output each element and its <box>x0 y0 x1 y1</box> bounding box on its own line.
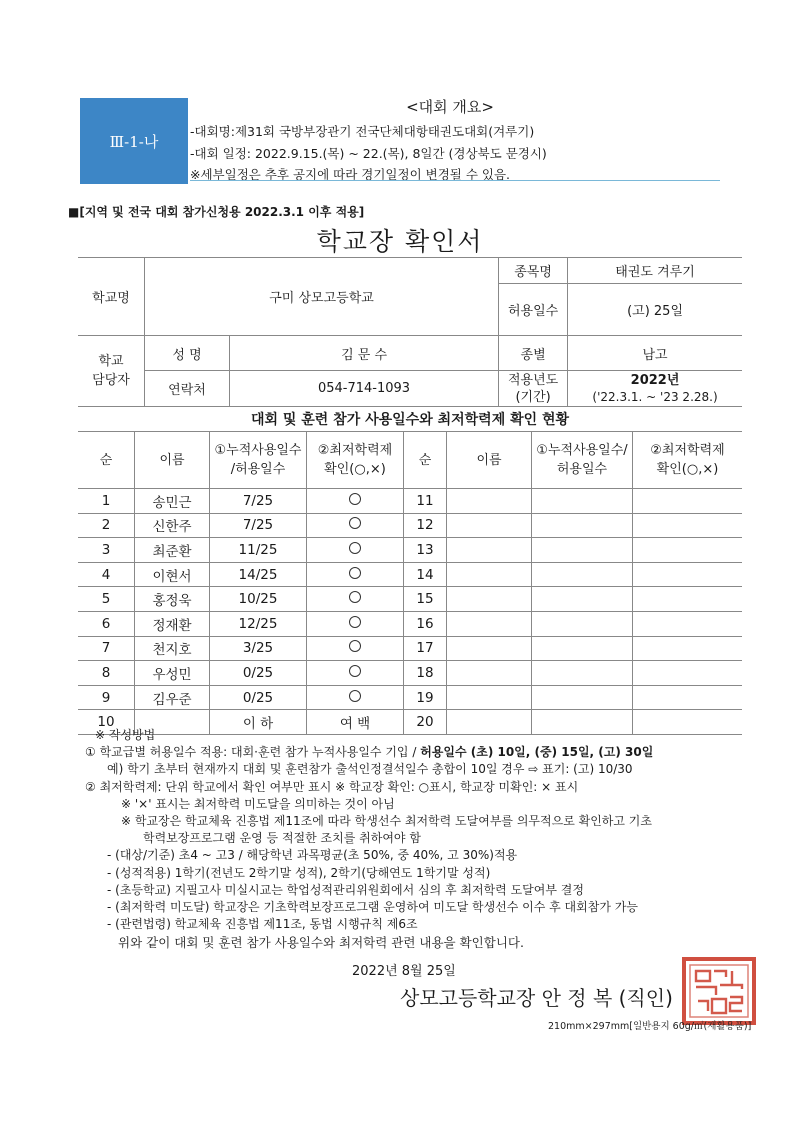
note-1-allowed-days: 허용일수 (초) 10일, (중) 15일, (고) 30일 <box>420 745 654 760</box>
row-no-cell: 4 <box>78 562 135 587</box>
school-info-table <box>78 257 742 407</box>
row-check-cell <box>307 489 404 514</box>
empty-cell <box>633 587 743 612</box>
row-name-cell: 송민근 <box>135 489 210 514</box>
empty-cell <box>532 562 633 587</box>
row-no-cell: 7 <box>78 636 135 661</box>
empty-cell <box>633 685 743 710</box>
row-name-cell: 신한주 <box>135 513 210 538</box>
empty-cell <box>447 513 532 538</box>
empty-cell <box>532 513 633 538</box>
year-label: 적용년도 (기간) <box>499 371 568 407</box>
name-value: 김 문 수 <box>230 336 499 371</box>
status-table <box>78 406 742 735</box>
header-check: ②최저학력제 확인(○,×) <box>307 432 404 489</box>
empty-cell <box>532 587 633 612</box>
empty-cell <box>633 538 743 563</box>
row-no-cell: 8 <box>78 661 135 686</box>
row-check-cell <box>307 538 404 563</box>
empty-cell <box>532 636 633 661</box>
circle-check-icon <box>349 665 361 677</box>
table-row <box>78 587 742 612</box>
year-value: 2022년 <box>630 372 680 388</box>
school-label: 학교명 <box>78 258 145 336</box>
table-row <box>78 562 742 587</box>
notes-section <box>85 727 654 933</box>
row-name-cell: 우성민 <box>135 661 210 686</box>
overview-divider <box>190 180 720 181</box>
row-no-2-cell: 13 <box>404 538 447 563</box>
note-6: - (성적적용) 1학기(전년도 2학기말 성적), 2학기(당해연도 1학기말 성적) <box>107 865 491 880</box>
row-name-cell: 최준환 <box>135 538 210 563</box>
circle-check-icon <box>349 616 361 628</box>
row-name-cell: 정재환 <box>135 611 210 636</box>
note-3: ※ '×' 표시는 최저학력 미도달을 의미하는 것이 아님 <box>121 796 395 811</box>
circle-check-icon <box>349 567 361 579</box>
row-check-cell <box>307 636 404 661</box>
empty-cell <box>633 489 743 514</box>
row-check-cell <box>307 562 404 587</box>
row-no-cell: 9 <box>78 685 135 710</box>
overview-title: <대회 개요> <box>406 98 494 116</box>
note-7: - (초등학교) 지필고사 미실시교는 학업성적관리위원회에서 심의 후 최저학력 도달여부 결정 <box>107 882 584 897</box>
contact-label: 연락처 <box>145 371 230 407</box>
header-name-2: 이름 <box>447 432 532 489</box>
empty-cell <box>447 636 532 661</box>
row-no-2-cell: 15 <box>404 587 447 612</box>
event-label: 종목명 <box>499 258 568 284</box>
section-badge: Ⅲ-1-나 <box>80 98 188 184</box>
row-name-cell: 천지호 <box>135 636 210 661</box>
circle-check-icon <box>349 640 361 652</box>
note-5: - (대상/기준) 초4 ~ 고3 / 해당학년 과목평균(초 50%, 중 40%, 고 30%)적용 <box>107 848 518 863</box>
row-name-cell: 김우준 <box>135 685 210 710</box>
empty-cell <box>633 562 743 587</box>
event-value: 태권도 겨루기 <box>568 258 742 284</box>
note-2: ② 최저학력제: 단위 학교에서 확인 여부만 표시 ※ 학교장 확인: ○표시, 학교장 미확인: × 표시 <box>85 779 579 794</box>
row-days-cell: 11/25 <box>210 538 307 563</box>
row-name-cell: 홍정욱 <box>135 587 210 612</box>
row-check-cell <box>307 513 404 538</box>
empty-cell <box>532 661 633 686</box>
empty-cell <box>633 661 743 686</box>
overview-line-3: ※세부일정은 추후 공지에 따라 경기일정이 변경될 수 있음. <box>190 167 510 182</box>
note-1-example: 예) 학기 초부터 현재까지 대회 및 훈련참가 출석인정결석일수 총합이 10일 경우 ⇨ 표기: (고) 10/30 <box>107 762 633 777</box>
header-no-2: 순 <box>404 432 447 489</box>
row-days-cell: 7/25 <box>210 513 307 538</box>
circle-check-icon <box>349 517 361 529</box>
official-seal-icon <box>680 955 758 1027</box>
document-title: 학교장 확인서 <box>316 227 484 256</box>
empty-cell <box>447 587 532 612</box>
type-label: 종별 <box>499 336 568 371</box>
confirm-date: 2022년 8월 25일 <box>352 964 456 979</box>
empty-cell <box>447 685 532 710</box>
note-9: - (관련법령) 학교체육 진흥법 제11조, 동법 시행규칙 제6조 <box>107 917 418 932</box>
school-name: 구미 상모고등학교 <box>145 258 499 336</box>
header-check-2: ②최저학력제 확인(○,×) <box>633 432 743 489</box>
contact-value: 054-714-1093 <box>230 371 499 407</box>
empty-cell <box>532 538 633 563</box>
row-days-cell: 0/25 <box>210 685 307 710</box>
empty-cell <box>447 489 532 514</box>
row-no-2-cell: 11 <box>404 489 447 514</box>
row-days-cell: 12/25 <box>210 611 307 636</box>
row-days-cell: 14/25 <box>210 562 307 587</box>
name-label: 성 명 <box>145 336 230 371</box>
row-no-2-cell: 12 <box>404 513 447 538</box>
row-no-2-cell: 17 <box>404 636 447 661</box>
table-row <box>78 513 742 538</box>
row-no-2-cell: 14 <box>404 562 447 587</box>
row-name-cell: 이현서 <box>135 562 210 587</box>
row-no-2-cell: 19 <box>404 685 447 710</box>
row-no-2-cell: 20 <box>404 710 447 735</box>
empty-cell <box>447 562 532 587</box>
empty-cell <box>532 489 633 514</box>
note-1-text: ① 학교급별 허용일수 적용: 대회·훈련 참가 누적사용일수 기입 / <box>85 745 421 760</box>
row-no-cell: 6 <box>78 611 135 636</box>
empty-cell <box>633 513 743 538</box>
header-days: ①누적사용일수 /허용일수 <box>210 432 307 489</box>
row-check-cell: 여 백 <box>307 710 404 735</box>
principal-signature: 상모고등학교장 안 정 복 (직인) <box>400 986 673 1010</box>
table-row <box>78 538 742 563</box>
row-no-cell: 5 <box>78 587 135 612</box>
header-name: 이름 <box>135 432 210 489</box>
row-no-cell: 2 <box>78 513 135 538</box>
manager-label: 학교 담당자 <box>78 336 145 407</box>
empty-cell <box>447 538 532 563</box>
table-row <box>78 489 742 514</box>
circle-check-icon <box>349 493 361 505</box>
header-days-2: ①누적사용일수/ 허용일수 <box>532 432 633 489</box>
row-no-2-cell: 16 <box>404 611 447 636</box>
overview-line-2: -대회 일정: 2022.9.15.(목) ~ 22.(목), 8일간 (경상북도 문경시) <box>190 146 547 161</box>
row-days-cell: 이 하 <box>210 710 307 735</box>
empty-cell <box>633 636 743 661</box>
confirm-statement: 위와 같이 대회 및 훈련 참가 사용일수와 최저학력 관련 내용을 확인합니다. <box>118 935 524 950</box>
empty-cell <box>532 611 633 636</box>
allowed-label: 허용일수 <box>499 284 568 336</box>
row-no-cell: 3 <box>78 538 135 563</box>
row-check-cell <box>307 685 404 710</box>
empty-cell <box>447 661 532 686</box>
row-days-cell: 7/25 <box>210 489 307 514</box>
table-row <box>78 661 742 686</box>
overview-line-1: -대회명:제31회 국방부장관기 전국단체대항태권도대회(겨루기) <box>190 124 535 139</box>
row-check-cell <box>307 587 404 612</box>
empty-cell <box>633 611 743 636</box>
notes-heading: ※ 작성방법 <box>95 728 156 742</box>
note-4: ※ 학교장은 학교체육 진흥법 제11조에 따라 학생선수 최저학력 도달여부를 의무적으로 확인하고 기초 <box>121 814 652 829</box>
paper-spec-note: 210mm×297mm[일반용지 60g/㎡(재활용품)] <box>548 1021 752 1032</box>
row-check-cell <box>307 661 404 686</box>
status-caption: 대회 및 훈련 참가 사용일수와 최저학력제 확인 현황 <box>78 407 742 432</box>
row-days-cell: 10/25 <box>210 587 307 612</box>
circle-check-icon <box>349 591 361 603</box>
row-check-cell <box>307 611 404 636</box>
row-no-2-cell: 18 <box>404 661 447 686</box>
row-no-cell: 1 <box>78 489 135 514</box>
table-row <box>78 611 742 636</box>
header-no: 순 <box>78 432 135 489</box>
table-row <box>78 636 742 661</box>
note-8: - (최저학력 미도달) 학교장은 기초학력보장프로그램 운영하여 미도달 학생선수 이수 후 대회참가 가능 <box>107 900 638 915</box>
empty-cell <box>532 685 633 710</box>
type-value: 남고 <box>568 336 742 371</box>
row-days-cell: 0/25 <box>210 661 307 686</box>
circle-check-icon <box>349 542 361 554</box>
year-period: ('22.3.1. ~ '23 2.28.) <box>592 389 718 404</box>
empty-cell <box>447 611 532 636</box>
circle-check-icon <box>349 690 361 702</box>
table-row <box>78 685 742 710</box>
note-4-cont: 학력보장프로그램 운영 등 적절한 조치를 취하여야 함 <box>143 831 421 846</box>
row-no-cell: 10 <box>78 710 135 735</box>
allowed-value: (고) 25일 <box>568 284 742 336</box>
row-days-cell: 3/25 <box>210 636 307 661</box>
apply-note: ■[지역 및 전국 대회 참가신청용 2022.3.1 이후 적용] <box>68 205 365 219</box>
